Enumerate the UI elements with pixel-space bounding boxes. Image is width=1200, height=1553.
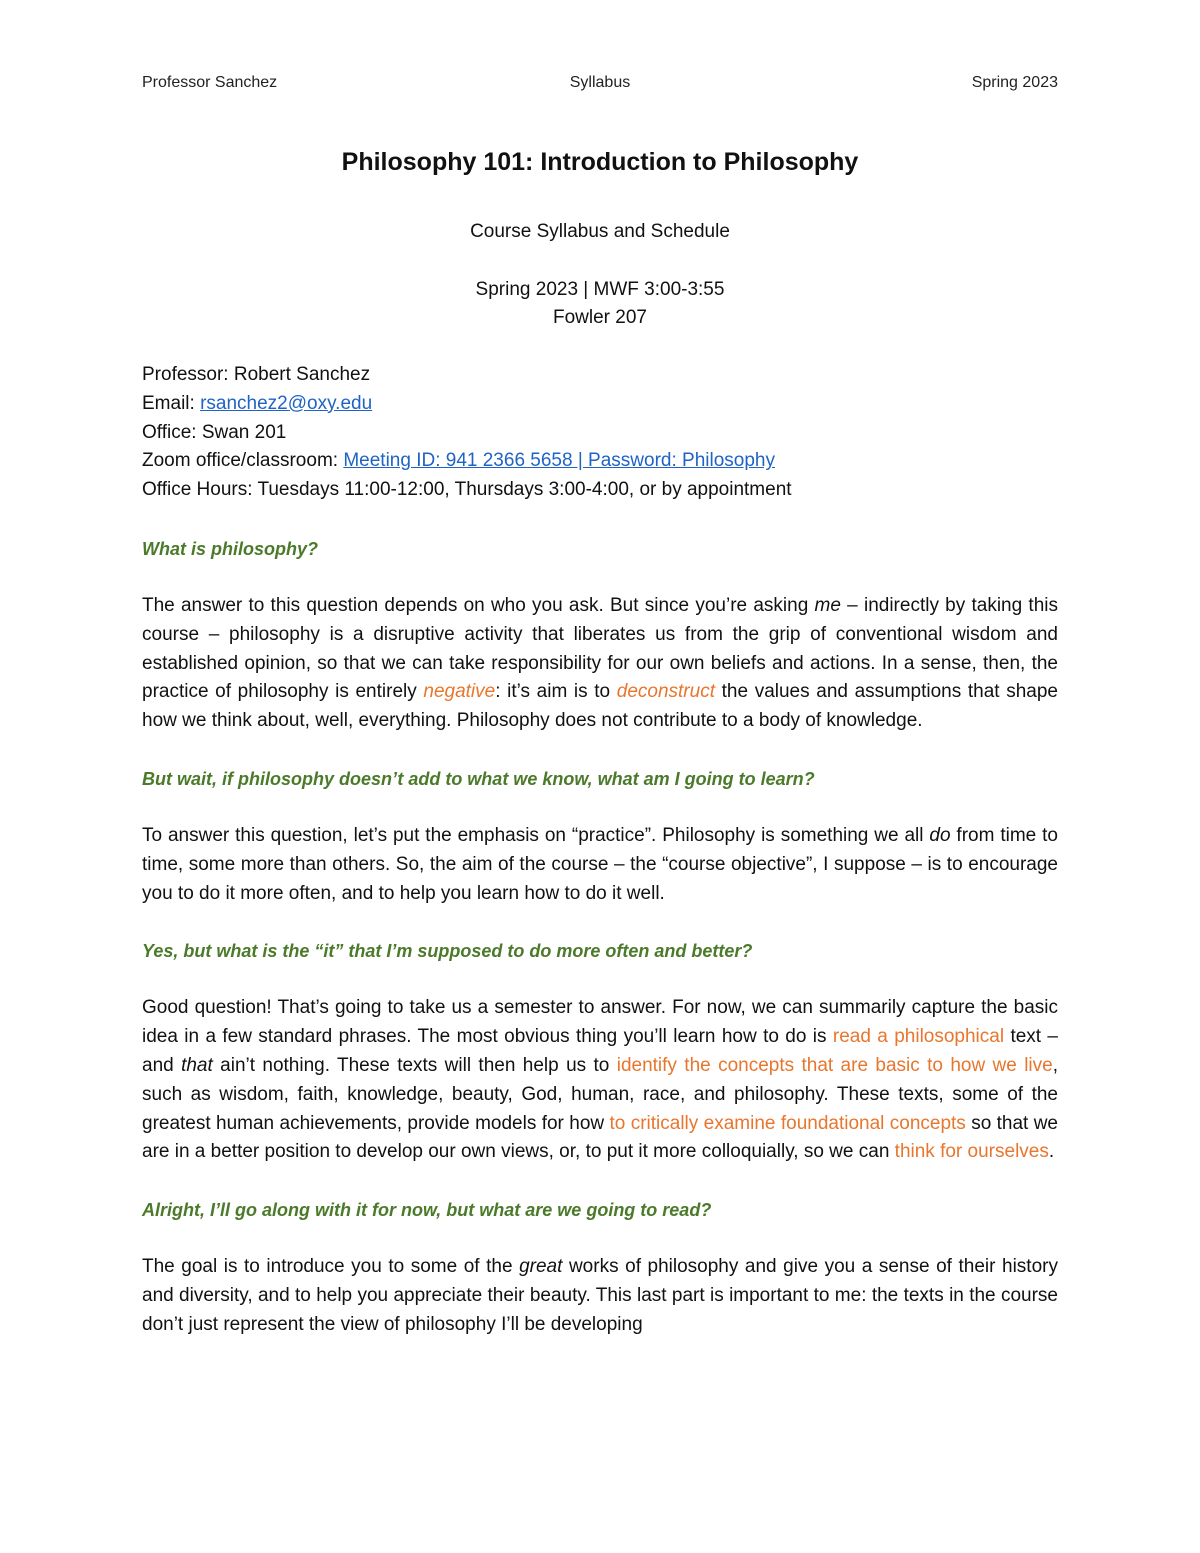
zoom-line: [142, 447, 1058, 476]
text-run: .: [1048, 1141, 1055, 1163]
emphasis-text: me: [814, 594, 841, 616]
highlight-deconstruct: deconstruct: [616, 681, 715, 703]
section-paragraph-what-to-read: [142, 1253, 1058, 1339]
text-run: the values and assumptions that shape how we think about, well, everything. Philosophy does not contribute to a body of knowledge.: [142, 681, 1058, 732]
email-label: Email:: [142, 392, 201, 414]
email-link[interactable]: rsanchez2@oxy.edu: [200, 392, 373, 414]
highlight-examine-concepts: to critically examine foundational concepts: [609, 1112, 966, 1134]
text-run: from time to time, some more than others. So, the aim of the course – the “course objective”, I suppose – is to encourage you to do it more often, and to help you learn how to do it well.: [142, 824, 1058, 904]
emphasis-text: do: [929, 824, 951, 846]
highlight-identify-concepts: identify the concepts that are basic to how we live: [616, 1054, 1053, 1076]
header-doc-type: Syllabus: [569, 74, 631, 91]
section-paragraph-what-will-i-learn: [142, 822, 1058, 908]
text-run: : it’s aim is to: [495, 681, 617, 703]
text-run: so that we are in a better position to develop our own views, or, to put it more colloquially, so we can: [142, 1112, 1058, 1163]
text-run: Good question! That’s going to take us a semester to answer. For now, we can summarily capture the basic idea in a few standard phrases. The most obvious thing you’ll learn how to do is: [142, 997, 1058, 1048]
highlight-think-for-ourselves: think for ourselves: [894, 1141, 1049, 1163]
header-professor: Professor Sanchez: [142, 74, 278, 91]
text-run: To answer this question, let’s put the emphasis on “practice”. Philosophy is something we all: [142, 824, 930, 846]
zoom-link[interactable]: Meeting ID: 941 2366 5658 | Password: Philosophy: [343, 450, 775, 472]
text-run: ain’t nothing. These texts will then help us to: [212, 1054, 617, 1076]
text-run: works of philosophy and give you a sense of their history and diversity, and to help you appreciate their beauty. This last part is important to me: the texts in the course don’t just represent the view of philosophy I’ll be developing: [142, 1256, 1058, 1335]
header-term: Spring 2023: [971, 74, 1058, 91]
course-subtitle: Course Syllabus and Schedule: [470, 221, 730, 242]
section-paragraph-what-is-philosophy: [142, 592, 1058, 736]
section-paragraph-what-is-it: [142, 994, 1058, 1167]
emphasis-text: that: [181, 1054, 213, 1076]
room-line: Fowler 207: [553, 307, 647, 328]
section-question-what-to-read: Alright, I’ll go along with it for now, but what are we going to read?: [142, 1200, 712, 1221]
contact-block: [142, 361, 1058, 505]
text-run: text – and: [142, 1026, 1059, 1076]
email-line: [142, 390, 1058, 419]
course-title: Philosophy 101: Introduction to Philosophy: [341, 148, 859, 176]
highlight-read-text: read a philosophical: [832, 1026, 1005, 1048]
office-hours-line: Office Hours: Tuesdays 11:00-12:00, Thursdays 3:00-4:00, or by appointment: [142, 479, 792, 501]
section-question-what-is-it: Yes, but what is the “it” that I’m supposed to do more often and better?: [142, 941, 753, 962]
section-question-what-is-philosophy: What is philosophy?: [142, 538, 318, 559]
course-schedule: [142, 276, 1058, 332]
text-run: , such as wisdom, faith, knowledge, beauty, God, human, race, and philosophy. These texts, some of the greatest human achievements, provide models for how: [142, 1054, 1058, 1134]
zoom-label: Zoom office/classroom:: [142, 450, 344, 472]
text-run: The goal is to introduce you to some of the: [142, 1256, 520, 1278]
emphasis-text: great: [519, 1256, 563, 1278]
section-question-what-will-i-learn: But wait, if philosophy doesn’t add to what we know, what am I going to learn?: [142, 768, 815, 789]
text-run: The answer to this question depends on who you ask. But since you’re asking: [142, 594, 815, 616]
text-run: – indirectly by taking this course – philosophy is a disruptive activity that liberates us from the grip of conventional wisdom and established opinion, so that we can take responsibility for our own beliefs and actions. In a sense, then, the practice of philosophy is entirely: [142, 594, 1058, 703]
term-line: Spring 2023 | MWF 3:00-3:55: [475, 279, 725, 300]
office-line: Office: Swan 201: [142, 421, 287, 443]
professor-line: Professor: Robert Sanchez: [142, 364, 371, 385]
document-body: [142, 144, 1058, 1340]
highlight-negative: negative: [423, 681, 496, 703]
